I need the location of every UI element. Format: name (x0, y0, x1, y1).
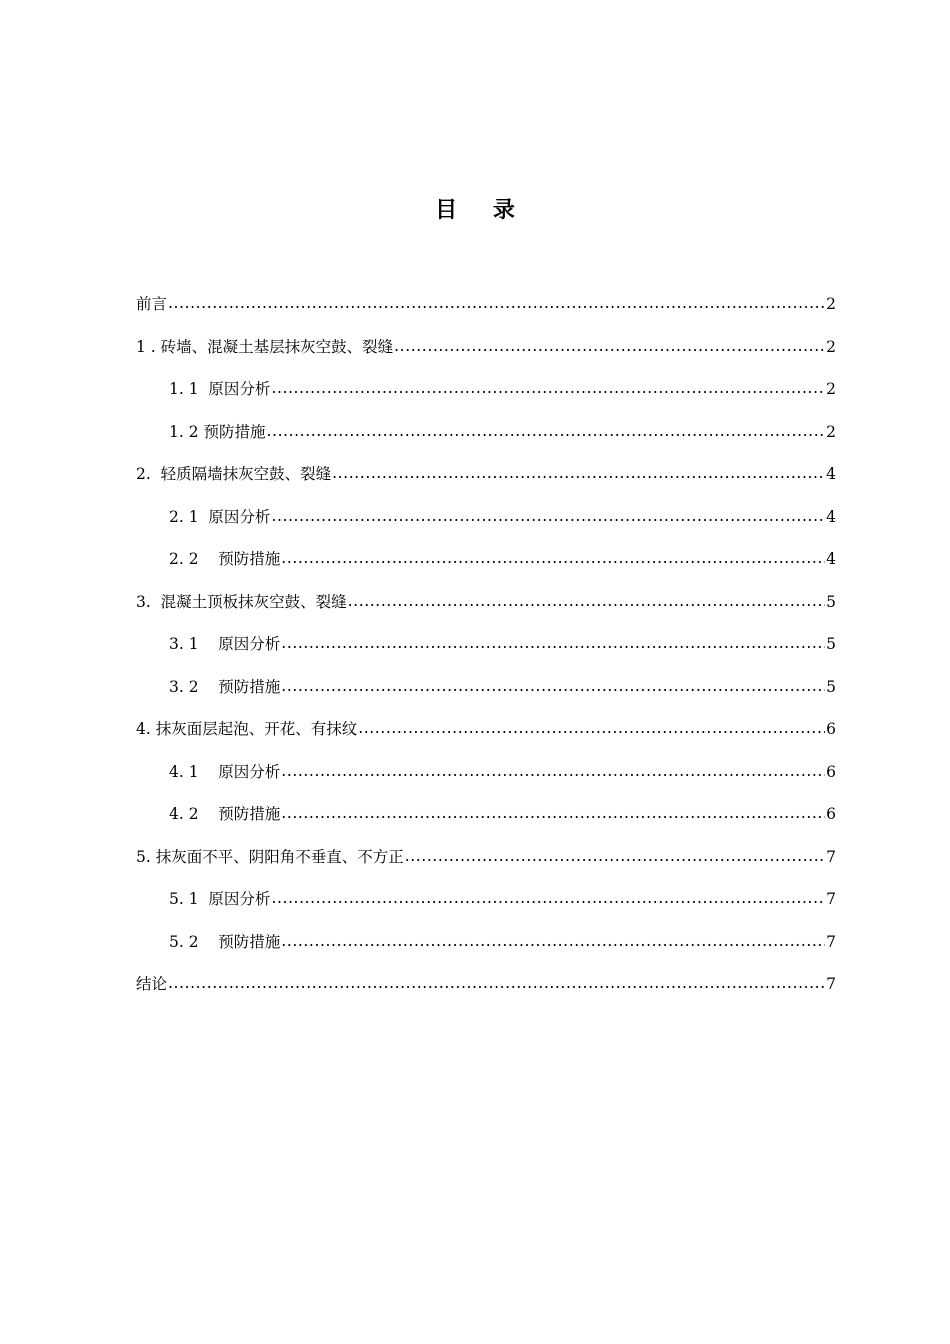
toc-entry[interactable] (136, 334, 836, 377)
dot-leader (281, 545, 825, 571)
toc-entry-label: 4. 2 预防措施 (169, 805, 281, 823)
toc-entry-page: 6 (826, 762, 836, 781)
toc-entry-page: 2 (826, 380, 836, 398)
toc-entry-label: 1. 2 预防措施 (169, 422, 266, 441)
toc-entry[interactable] (136, 886, 836, 929)
dot-leader (405, 843, 825, 869)
toc-entry[interactable] (136, 971, 836, 1014)
toc-entry[interactable] (136, 801, 836, 844)
table-of-contents (136, 291, 836, 1014)
dot-leader (281, 928, 825, 954)
toc-entry-page: 5 (826, 635, 836, 653)
toc-entry-page: 4 (826, 507, 836, 526)
toc-entry-label: 3. 1 原因分析 (169, 635, 281, 653)
toc-entry[interactable] (136, 631, 836, 674)
dot-leader (332, 460, 825, 486)
toc-entry-page: 4 (826, 465, 836, 483)
toc-entry-label: 前言 (136, 295, 168, 313)
toc-entry-label: 4. 抹灰面层起泡、开花、有抹纹 (136, 720, 358, 738)
toc-entry-label: 2. 轻质隔墙抹灰空鼓、裂缝 (136, 465, 332, 483)
toc-entry-page: 7 (826, 847, 836, 866)
dot-leader (394, 333, 825, 359)
dot-leader (271, 885, 825, 911)
dot-leader (281, 673, 825, 699)
dot-leader (281, 630, 825, 656)
toc-entry-label: 1. 1 原因分析 (169, 380, 271, 398)
toc-entry-label: 5. 1 原因分析 (169, 890, 271, 908)
toc-entry-page: 7 (826, 932, 836, 951)
toc-entry-page: 5 (826, 677, 836, 696)
dot-leader (168, 970, 825, 996)
dot-leader (267, 418, 826, 444)
toc-entry[interactable] (136, 546, 836, 589)
toc-entry[interactable] (136, 844, 836, 887)
dot-leader (348, 588, 825, 614)
toc-entry-label: 2. 1 原因分析 (169, 507, 271, 526)
dot-leader (281, 758, 825, 784)
toc-entry-label: 3. 2 预防措施 (169, 677, 281, 696)
toc-entry[interactable] (136, 716, 836, 759)
toc-entry[interactable] (136, 589, 836, 632)
toc-entry-label: 5. 2 预防措施 (169, 932, 281, 951)
dot-leader (271, 375, 825, 401)
toc-entry-label: 结论 (136, 975, 168, 993)
dot-leader (281, 800, 825, 826)
toc-entry-page: 2 (826, 295, 836, 313)
toc-entry[interactable] (136, 759, 836, 802)
toc-entry-page: 2 (826, 422, 836, 441)
toc-entry-label: 3. 混凝土顶板抹灰空鼓、裂缝 (136, 592, 347, 611)
toc-entry-label: 5. 抹灰面不平、阴阳角不垂直、不方正 (136, 847, 404, 866)
toc-entry[interactable] (136, 376, 836, 419)
toc-entry-page: 4 (826, 550, 836, 568)
toc-entry-label: 4. 1 原因分析 (169, 762, 281, 781)
toc-entry[interactable] (136, 419, 836, 462)
toc-entry[interactable] (136, 504, 836, 547)
toc-entry-label: 1 . 砖墙、混凝土基层抹灰空鼓、裂缝 (136, 337, 394, 356)
dot-leader (358, 715, 825, 741)
dot-leader (168, 290, 825, 316)
toc-entry-page: 6 (826, 720, 836, 738)
toc-entry[interactable] (136, 929, 836, 972)
toc-entry[interactable] (136, 291, 836, 334)
toc-entry-page: 6 (826, 805, 836, 823)
toc-entry-label: 2. 2 预防措施 (169, 550, 281, 568)
toc-title: 目 录 (435, 198, 529, 223)
toc-entry-page: 7 (826, 975, 836, 993)
toc-entry-page: 7 (826, 890, 836, 908)
toc-entry-page: 2 (826, 337, 836, 356)
dot-leader (271, 503, 825, 529)
toc-entry[interactable] (136, 461, 836, 504)
toc-entry-page: 5 (826, 592, 836, 611)
toc-entry[interactable] (136, 674, 836, 717)
